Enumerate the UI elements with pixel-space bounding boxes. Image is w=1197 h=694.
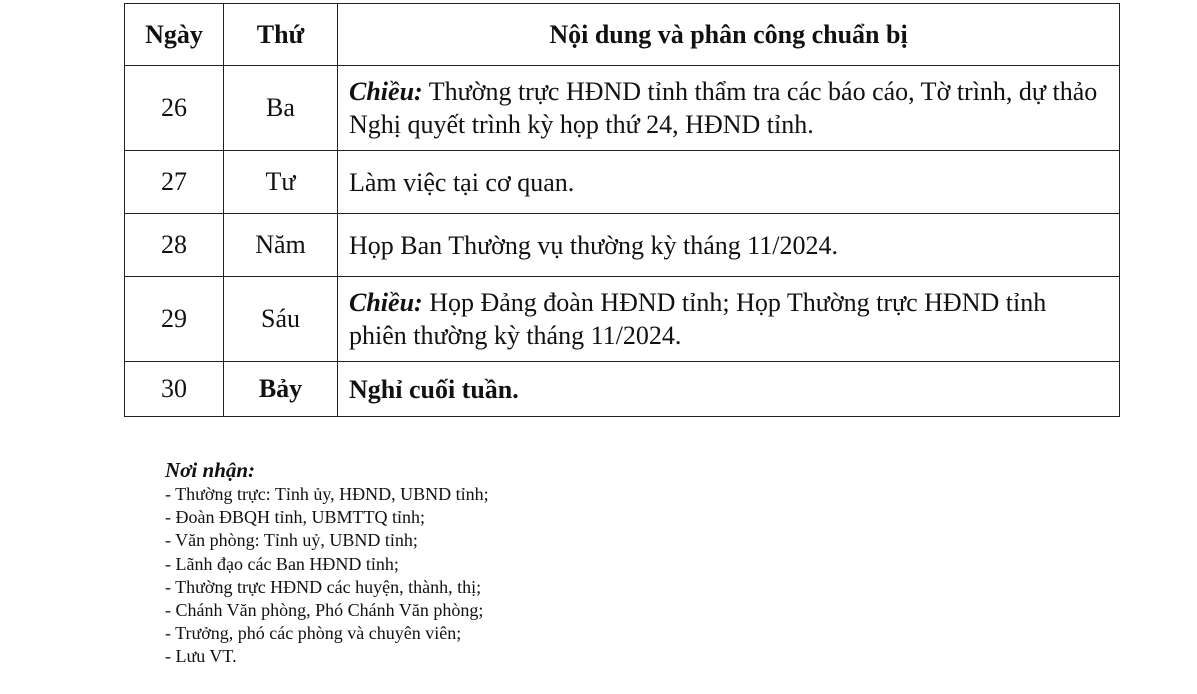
day-cell: 27 bbox=[125, 151, 224, 214]
header-weekday: Thứ bbox=[224, 4, 338, 66]
recipients-block bbox=[165, 457, 489, 669]
content-cell bbox=[338, 151, 1120, 214]
content-cell bbox=[338, 277, 1120, 362]
weekday-cell: Năm bbox=[224, 214, 338, 277]
list-item: - Đoàn ĐBQH tỉnh, UBMTTQ tỉnh; bbox=[165, 507, 425, 528]
content-text: Thường trực HĐND tỉnh thẩm tra các báo cáo, Tờ trình, dự thảo Nghị quyết trình kỳ họp thứ 24, HĐND tỉnh. bbox=[349, 77, 1098, 139]
time-prefix: Chiều: bbox=[349, 77, 423, 106]
time-prefix: Chiều: bbox=[349, 288, 423, 317]
list-item: - Văn phòng: Tỉnh uỷ, UBND tỉnh; bbox=[165, 530, 418, 551]
day-cell: 29 bbox=[125, 277, 224, 362]
content-cell bbox=[338, 362, 1120, 417]
content-cell bbox=[338, 66, 1120, 151]
table-row bbox=[125, 214, 1120, 277]
weekday-cell: Tư bbox=[224, 151, 338, 214]
list-item: - Trưởng, phó các phòng và chuyên viên; bbox=[165, 623, 462, 644]
list-item: - Thường trực HĐND các huyện, thành, thị; bbox=[165, 576, 482, 597]
content-text: Họp Ban Thường vụ thường kỳ tháng 11/2024. bbox=[349, 230, 838, 260]
weekday-cell: Bảy bbox=[224, 362, 338, 417]
day-cell: 28 bbox=[125, 214, 224, 277]
content-cell bbox=[338, 214, 1120, 277]
recipients-title: Nơi nhận: bbox=[165, 458, 256, 482]
day-cell: 30 bbox=[125, 362, 224, 417]
table-row bbox=[125, 362, 1120, 417]
list-item: - Thường trực: Tỉnh ủy, HĐND, UBND tỉnh; bbox=[165, 484, 489, 504]
header-content: Nội dung và phân công chuẩn bị bbox=[338, 4, 1120, 66]
content-text: Nghỉ cuối tuần. bbox=[349, 374, 519, 404]
recipients-list bbox=[165, 483, 489, 669]
weekday-cell: Sáu bbox=[224, 277, 338, 362]
schedule-table bbox=[124, 3, 1120, 417]
day-cell: 26 bbox=[125, 66, 224, 151]
list-item: - Chánh Văn phòng, Phó Chánh Văn phòng; bbox=[165, 600, 484, 621]
weekday-cell: Ba bbox=[224, 66, 338, 151]
table-row bbox=[125, 277, 1120, 362]
list-item: - Lưu VT. bbox=[165, 646, 237, 667]
header-day: Ngày bbox=[125, 4, 224, 66]
list-item: - Lãnh đạo các Ban HĐND tỉnh; bbox=[165, 553, 399, 574]
table-row bbox=[125, 66, 1120, 151]
table-row bbox=[125, 151, 1120, 214]
content-text: Làm việc tại cơ quan. bbox=[349, 167, 575, 197]
table-header-row bbox=[125, 4, 1120, 66]
content-text: Họp Đảng đoàn HĐND tỉnh; Họp Thường trực HĐND tỉnh phiên thường kỳ tháng 11/2024. bbox=[349, 288, 1047, 350]
